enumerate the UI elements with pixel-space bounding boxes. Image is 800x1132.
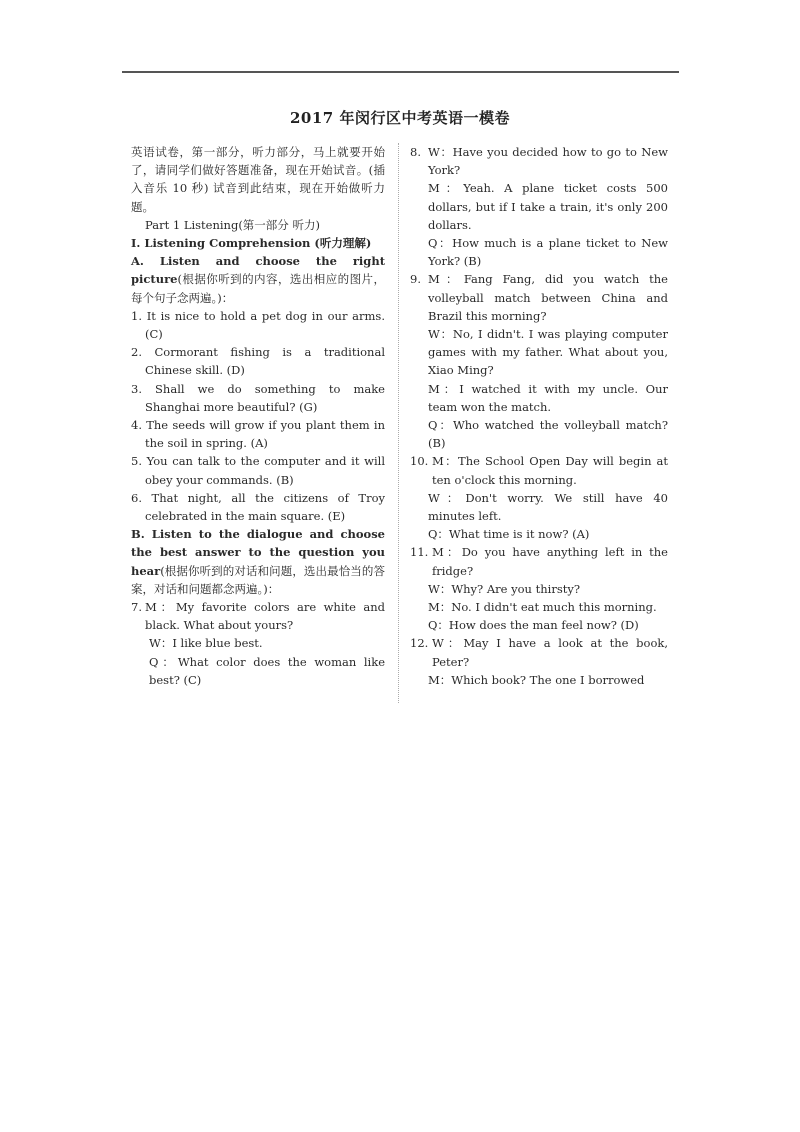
intro-text: 英语试卷，第一部分，听力部分，马上就要开始了，请同学们做好答题准备，现在开始试音。(插入音乐 10 秒) 试音到此结束，现在开始做听力题。 — [131, 145, 385, 214]
dialogue-line: W：Why? Are you thirsty? — [428, 581, 580, 596]
question-line: Q：What color does the woman like best? (C) — [149, 654, 385, 687]
question-number: 9. — [410, 272, 421, 287]
question-number: 12. — [410, 636, 429, 651]
right-column — [410, 143, 668, 689]
question-5: 5. You can talk to the computer and it will obey your commands. (B) — [131, 454, 385, 487]
question-8 — [410, 143, 668, 179]
question-11 — [410, 543, 668, 579]
dialogue-line: M：Do you have anything left in the fridge? — [432, 545, 668, 578]
question-10 — [410, 452, 668, 488]
dialogue-line: W：Don't worry. We still have 40 minutes left. — [428, 490, 668, 524]
left-column — [131, 143, 385, 689]
page-title: 2017 年闵行区中考英语一模卷 — [290, 109, 510, 127]
section-b-title: B. Listen to the dialogue and choose the best answer to the question you hear — [131, 527, 385, 578]
section-a-title: A. Listen and choose the right picture — [131, 254, 385, 287]
dialogue-line: M：The School Open Day will begin at ten o'clock this morning. — [432, 454, 668, 487]
question-line: Q：How much is a plane ticket to New York? (B) — [428, 236, 668, 269]
question-3: 3. Shall we do something to make Shanghai more beautiful? (G) — [131, 381, 385, 414]
dialogue-line: M：I watched it with my uncle. Our team won the match. — [428, 381, 668, 414]
section-b-instruction: (根据你听到的对话和问题，选出最恰当的答案，对话和问题都念两遍。)： — [131, 563, 385, 596]
dialogue-line: W：I like blue best. — [149, 636, 263, 651]
question-7 — [131, 598, 385, 634]
section-heading-listening: Ⅰ. Listening Comprehension (听力理解) — [131, 236, 372, 251]
dialogue-line: M：No. I didn't eat much this morning. — [428, 600, 657, 615]
dialogue-line: M：My favorite colors are white and black. What about yours? — [145, 600, 385, 633]
dialogue-line: M：Fang Fang, did you watch the volleyball match between China and Brazil this morning? — [428, 272, 668, 323]
question-6: 6. That night, all the citizens of Troy celebrated in the main square. (E) — [131, 490, 385, 524]
question-line: Q：What time is it now? (A) — [428, 527, 590, 542]
question-number: 8. — [410, 145, 421, 159]
section-a-heading — [131, 252, 385, 307]
dialogue-line: W：May I have a look at the book, Peter? — [432, 636, 668, 669]
section-b-heading — [131, 525, 385, 598]
top-rule — [122, 71, 679, 73]
question-9 — [410, 270, 668, 325]
part-heading: Part 1 Listening(第一部分 听力) — [145, 217, 320, 232]
dialogue-line: W：No, I didn't. I was playing computer games with my father. What about you, Xiao Ming? — [428, 327, 668, 378]
question-number: 7. — [131, 600, 142, 615]
question-12 — [410, 634, 668, 670]
question-line: Q：Who watched the volleyball match? (B) — [428, 418, 668, 451]
question-2: 2. Cormorant fishing is a traditional Chinese skill. (D) — [131, 345, 385, 378]
column-divider — [398, 143, 399, 703]
question-1: 1. It is nice to hold a pet dog in our arms. (C) — [131, 308, 385, 342]
question-number: 10. — [410, 454, 429, 469]
question-4: 4. The seeds will grow if you plant them in the soil in spring. (A) — [131, 418, 385, 451]
dialogue-line: M：Which book? The one I borrowed — [428, 672, 645, 687]
dialogue-line: M：Yeah. A plane ticket costs 500 dollars, but if I take a train, it's only 200 dollars. — [428, 181, 668, 232]
section-a-instruction: (根据你听到的内容，选出相应的图片，每个句子念两遍。)： — [131, 272, 385, 305]
dialogue-line: W：Have you decided how to go to New York? — [428, 145, 668, 178]
question-line: Q：How does the man feel now? (D) — [428, 618, 639, 633]
question-number: 11. — [410, 545, 429, 560]
